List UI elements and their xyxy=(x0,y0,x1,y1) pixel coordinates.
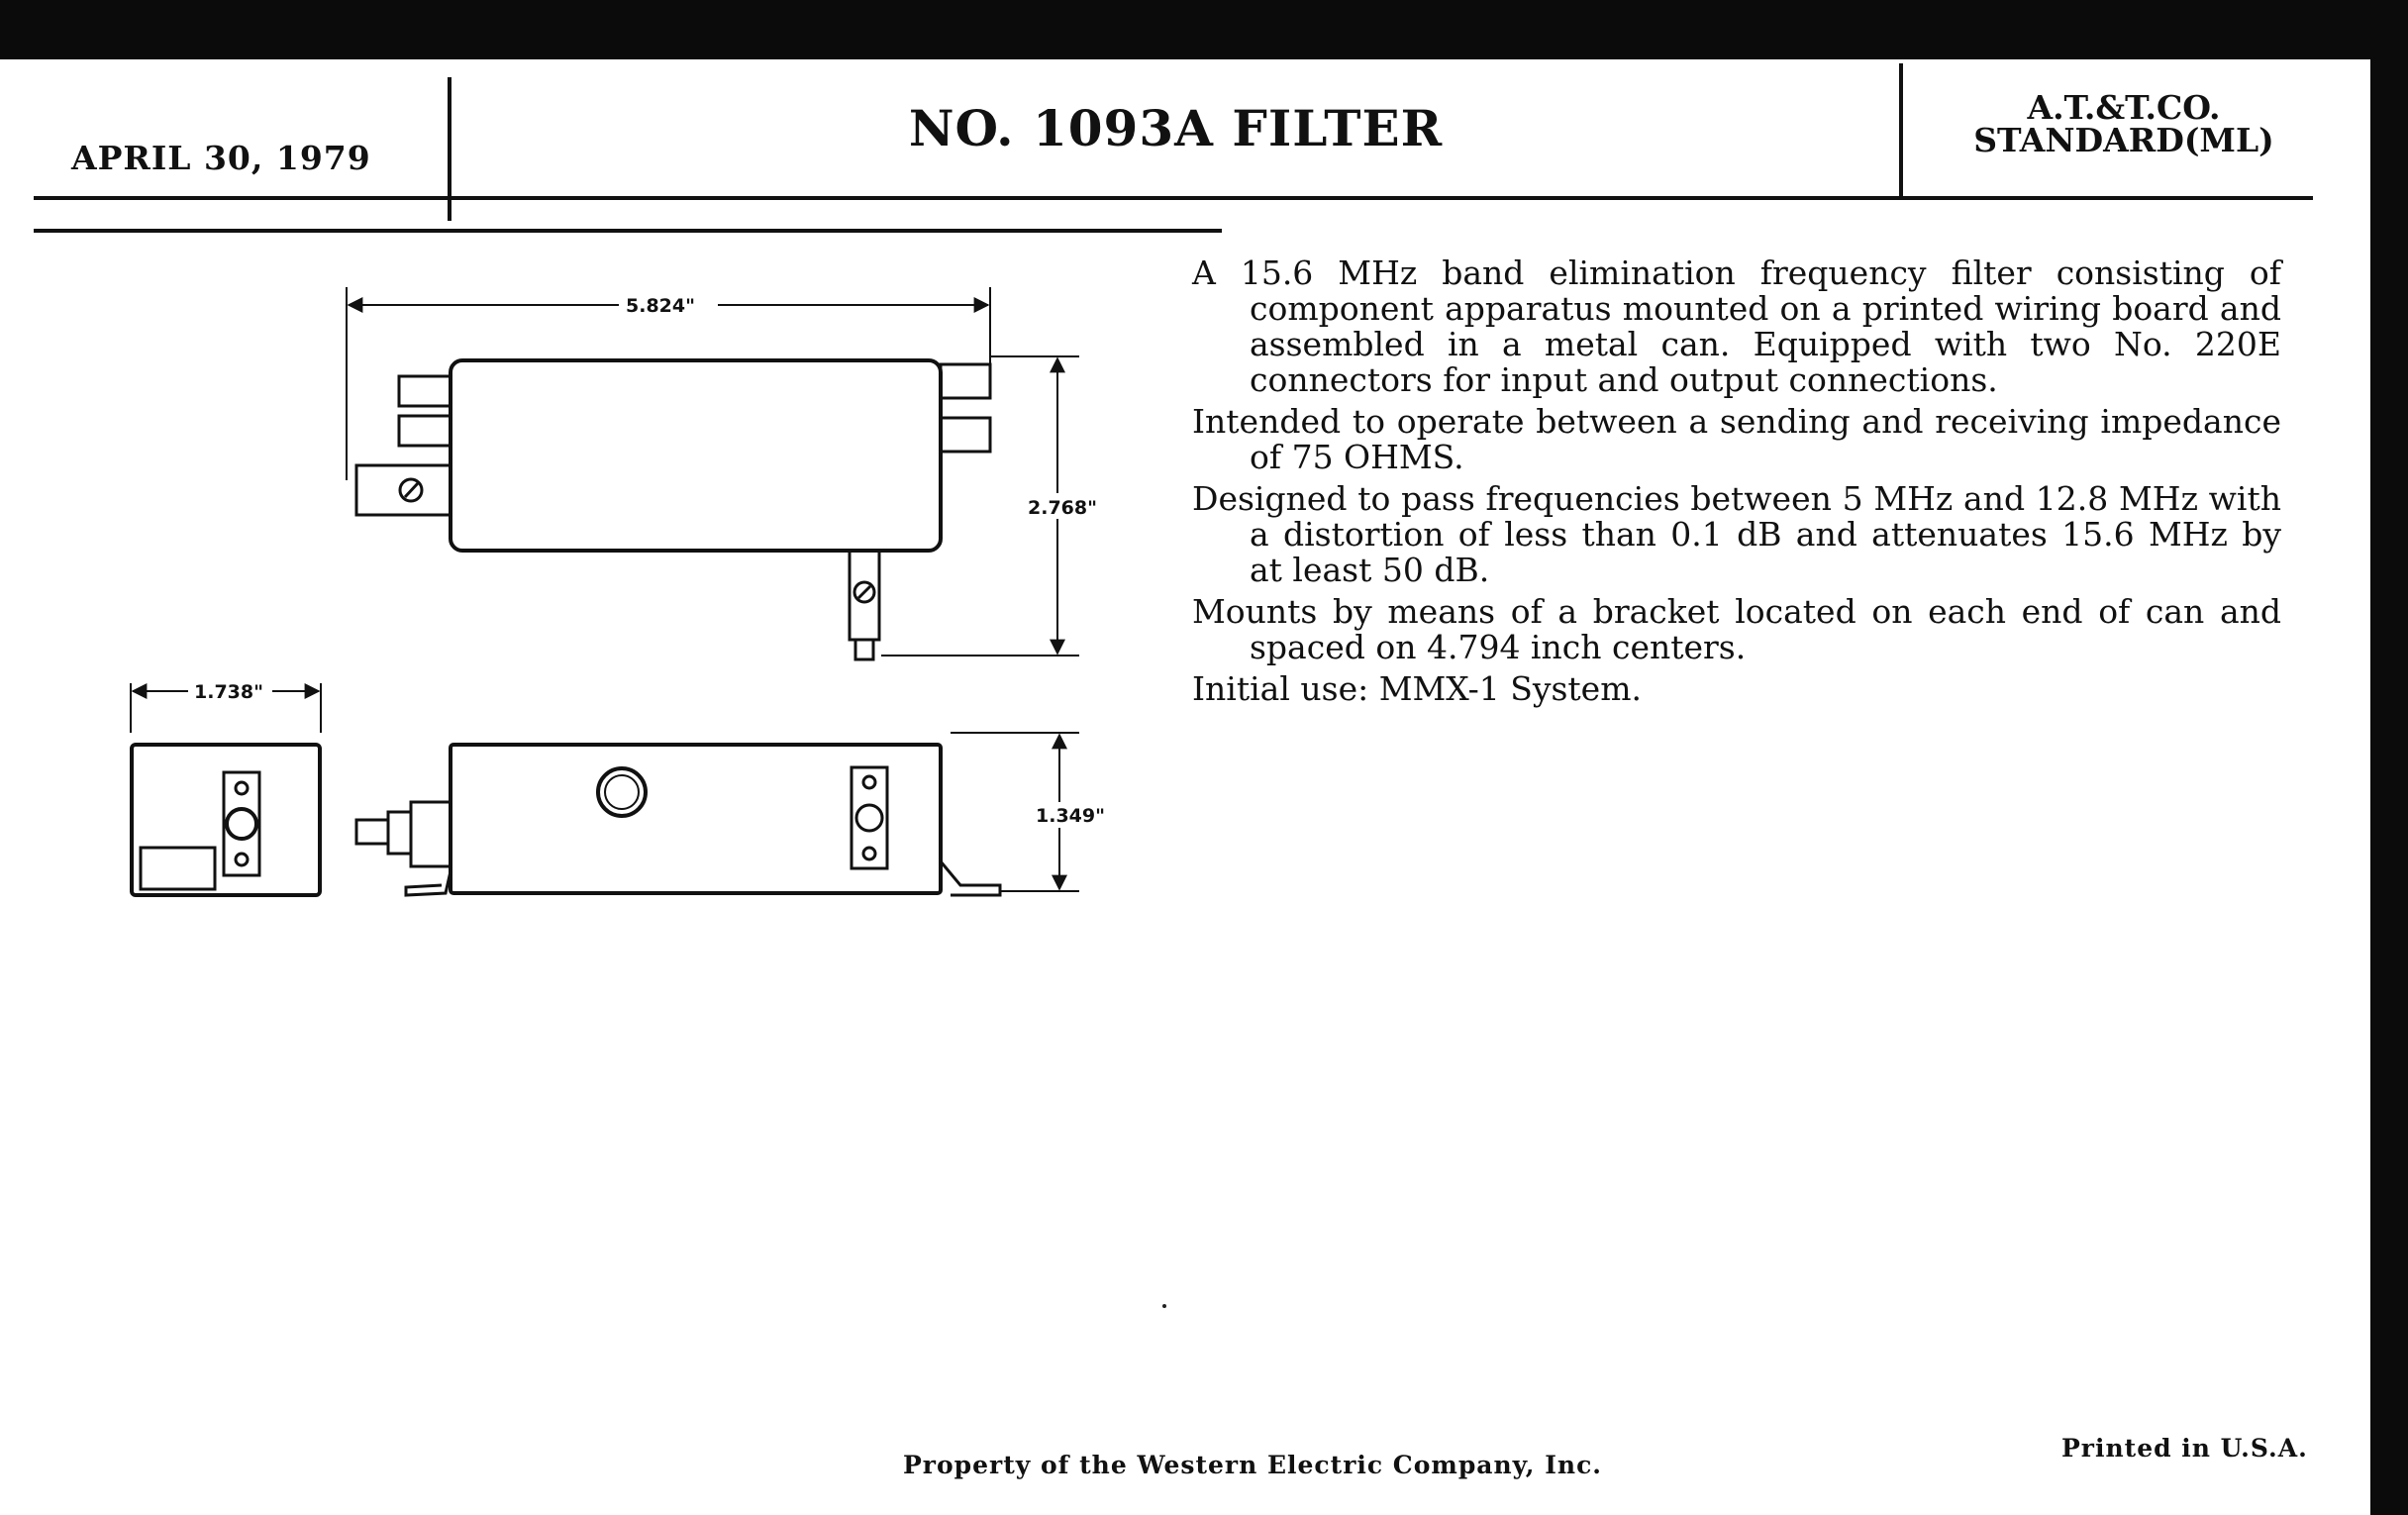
top-view-body xyxy=(451,360,941,551)
side-view-left-foot xyxy=(406,871,451,895)
description-paragraph: A 15.6 MHz band elimination frequency filter consisting of component apparatus mounted on a printed wiring board and assembled in a metal can. Equipped with two No. 220E connectors for input and output connections. xyxy=(1192,253,2281,399)
end-view-label xyxy=(141,848,215,889)
description-paragraph: Intended to operate between a sending and receiving impedance of 75 OHMS. xyxy=(1192,402,2281,476)
page-title: NO. 1093A FILTER xyxy=(908,99,1444,157)
footer-property: Property of the Western Electric Company, Inc. xyxy=(903,1451,1603,1479)
end-view-connector xyxy=(227,809,256,839)
end-width-label: 1.738" xyxy=(194,681,263,703)
side-view-left-stub xyxy=(356,820,388,844)
header-divider-right xyxy=(1899,63,1903,197)
height-label: 2.768" xyxy=(1028,497,1097,519)
scan-top-border xyxy=(0,0,2408,59)
standard-line-2: STANDARD(ML) xyxy=(1973,121,2274,159)
filter-drawing xyxy=(109,267,1158,911)
header-standard xyxy=(1906,88,2342,159)
header-rule xyxy=(34,196,2313,200)
length-label: 5.824" xyxy=(626,295,695,317)
scan-right-border xyxy=(2370,0,2408,1515)
side-height-label: 1.349" xyxy=(1036,805,1105,827)
header-rule-lower xyxy=(34,229,1222,233)
footer-printed: Printed in U.S.A. xyxy=(2061,1434,2308,1463)
top-view-right-connector-1 xyxy=(941,364,990,398)
top-view-left-bracket xyxy=(356,465,451,515)
top-view-left-connector-1 xyxy=(399,376,451,406)
scan-speck xyxy=(1162,1304,1166,1308)
description-paragraph: Designed to pass frequencies between 5 MHz and 12.8 MHz with a distortion of less than 0.1 dB and attenuates 15.6 MHz by at least 50 dB. xyxy=(1192,479,2281,589)
description-block xyxy=(1192,255,2281,713)
top-view-left-connector-2 xyxy=(399,416,451,446)
side-view-right-foot xyxy=(941,861,1000,895)
standard-line-1: A.T.&T.CO. xyxy=(2027,88,2221,127)
top-view-right-connector-2 xyxy=(941,418,990,452)
description-paragraph: Initial use: MMX-1 System. xyxy=(1192,669,1642,708)
end-view-connector-plate xyxy=(224,772,259,875)
header-date: APRIL 30, 1979 xyxy=(71,139,371,177)
description-paragraph: Mounts by means of a bracket located on each end of can and spaced on 4.794 inch centers. xyxy=(1192,592,2281,666)
